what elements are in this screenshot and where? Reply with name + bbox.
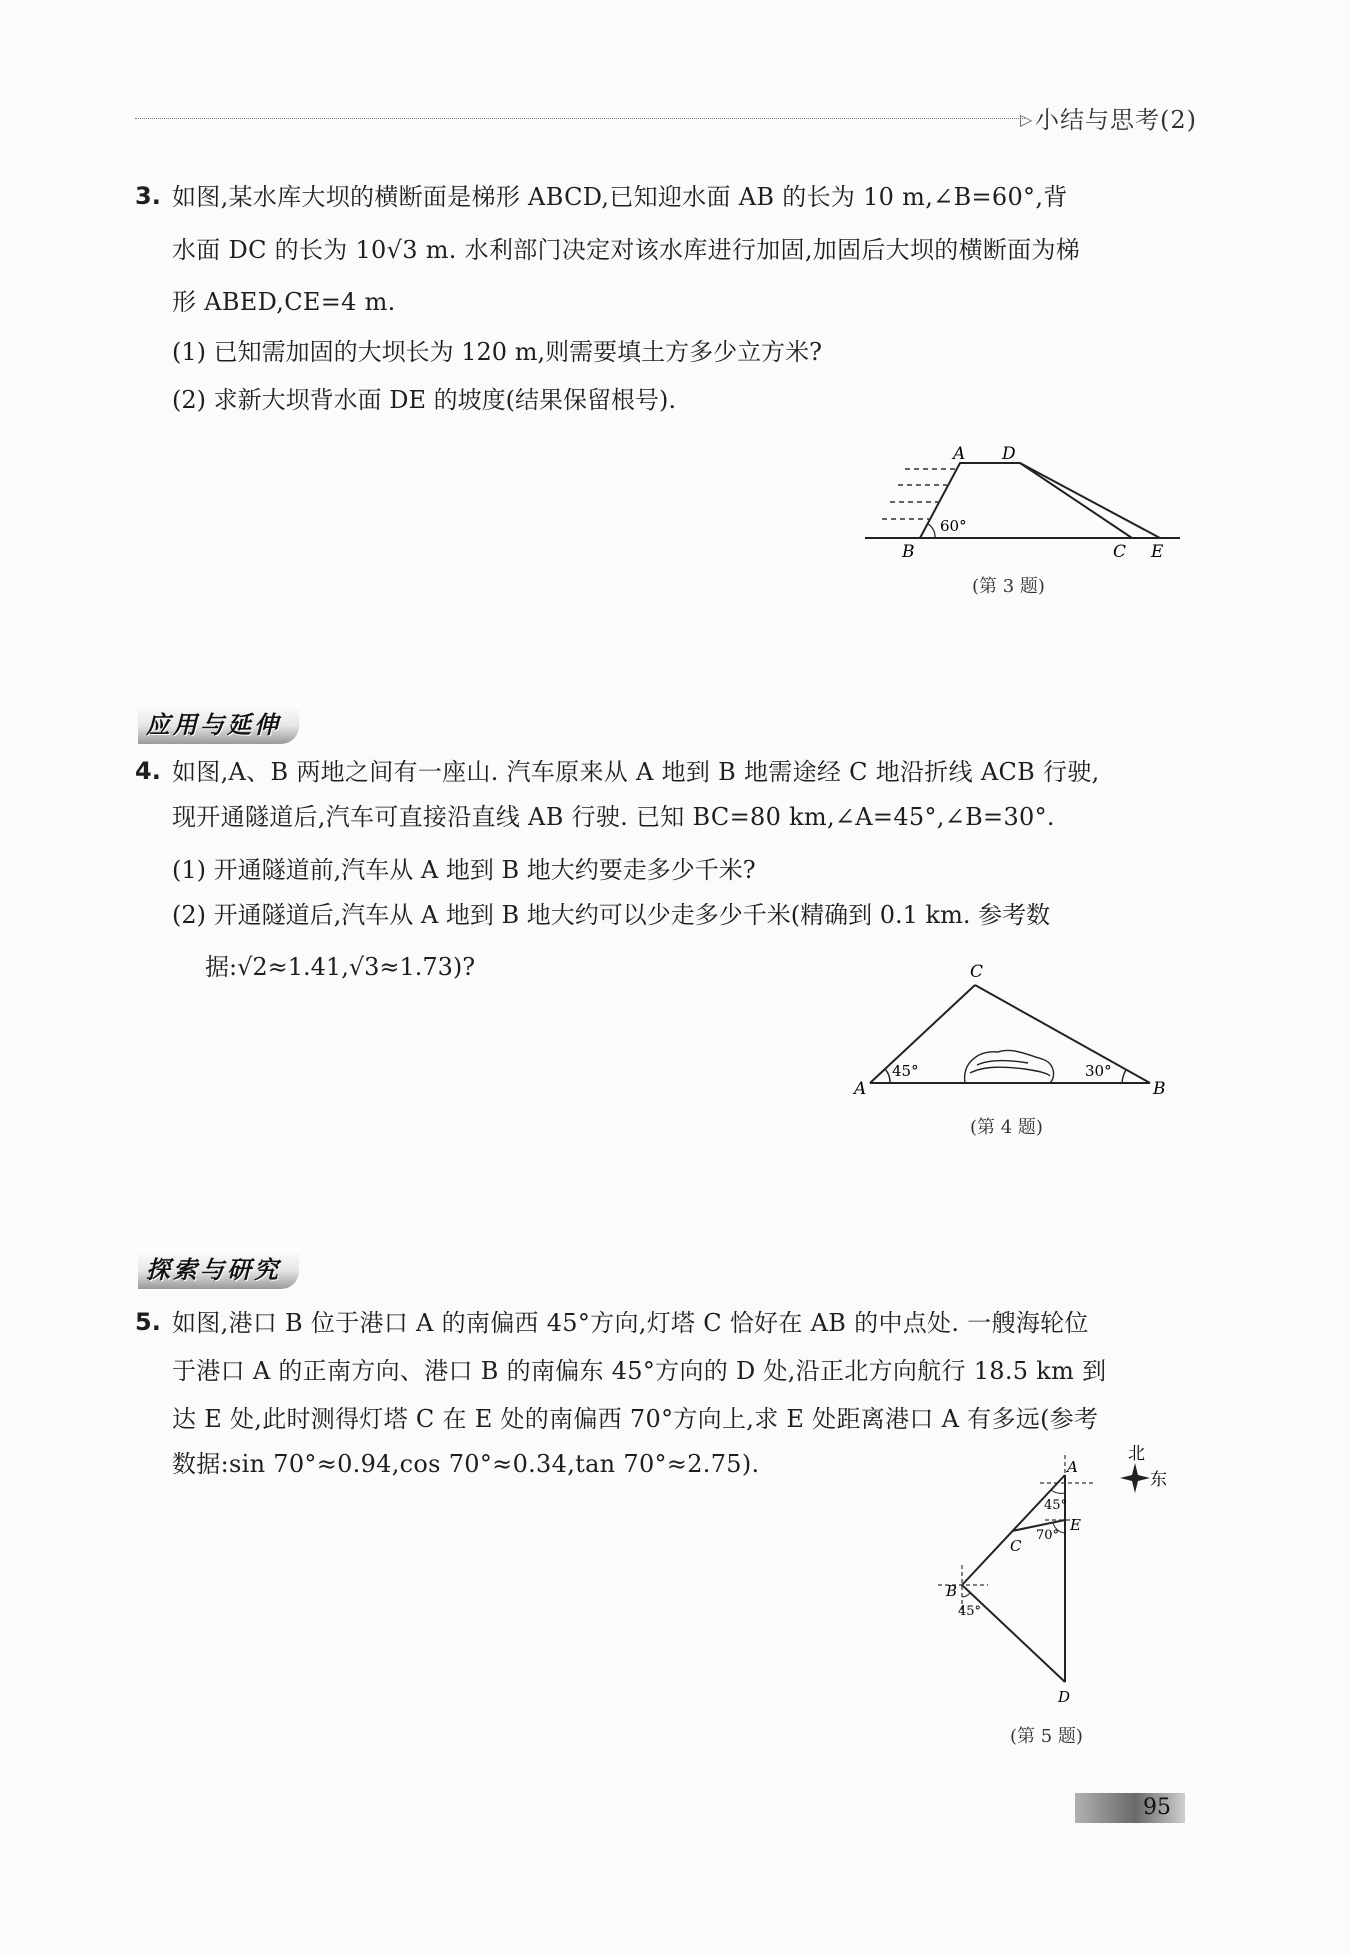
- problem-3-number: 3.: [135, 182, 161, 210]
- fig5-label-a: A: [1067, 1458, 1078, 1476]
- compass-icon: [1120, 1463, 1150, 1493]
- header-arrow-icon: ▷: [1020, 110, 1033, 129]
- fig4-label-a: A: [854, 1079, 867, 1099]
- fig4-label-c: C: [970, 962, 984, 982]
- problem-5-line-3: 达 E 处,此时测得灯塔 C 在 E 处的南偏西 70°方向上,求 E 处距离港口 A 有多远(参考: [172, 1405, 1099, 1433]
- section-heading-explore: 探索与研究: [138, 1248, 299, 1289]
- problem-3-line-3: 形 ABED,CE=4 m.: [172, 288, 396, 316]
- problem-5-line-2: 于港口 A 的正南方向、港口 B 的南偏东 45°方向的 D 处,沿正北方向航行 18.5 km 到: [172, 1357, 1107, 1385]
- figure-5-caption: (第 5 题): [1010, 1726, 1083, 1747]
- fig4-angle-b: 30°: [1085, 1062, 1112, 1080]
- compass-north-label: 北: [1128, 1445, 1145, 1464]
- fig4-label-b: B: [1153, 1079, 1166, 1099]
- fig5-label-c: C: [1010, 1537, 1022, 1555]
- problem-3-sub-2: (2) 求新大坝背水面 DE 的坡度(结果保留根号).: [172, 386, 676, 414]
- figure-5-navigation: [920, 1445, 1180, 1710]
- fig3-label-b: B: [902, 542, 915, 562]
- problem-5-number: 5.: [135, 1308, 161, 1336]
- fig5-label-b: B: [946, 1582, 958, 1600]
- fig4-angle-a: 45°: [892, 1062, 919, 1080]
- problem-4-number: 4.: [135, 757, 161, 785]
- fig5-angle-45-bottom: 45°: [958, 1604, 982, 1619]
- section-heading-apply: 应用与延伸: [138, 703, 299, 744]
- problem-3-sub-1: (1) 已知需加固的大坝长为 120 m,则需要填土方多少立方米?: [172, 338, 822, 366]
- header-rule: [135, 118, 1025, 119]
- compass-east-label: 东: [1150, 1470, 1167, 1490]
- fig5-label-d: D: [1058, 1688, 1071, 1706]
- problem-5-line-1: 如图,港口 B 位于港口 A 的南偏西 45°方向,灯塔 C 恰好在 AB 的中点处. 一艘海轮位: [172, 1309, 1089, 1337]
- problem-4-line-1: 如图,A、B 两地之间有一座山. 汽车原来从 A 地到 B 地需途经 C 地沿折线 ACB 行驶,: [172, 758, 1100, 786]
- problem-5-line-4: 数据:sin 70°≈0.94,cos 70°≈0.34,tan 70°≈2.75).: [172, 1450, 760, 1478]
- figure-3-caption: (第 3 题): [972, 576, 1045, 597]
- figure-4-mountain: [850, 955, 1180, 1105]
- problem-4-sub-2-cont: 据:√2≈1.41,√3≈1.73)?: [205, 953, 476, 981]
- problem-3-line-2: 水面 DC 的长为 10√3 m. 水利部门决定对该水库进行加固,加固后大坝的横断面为梯: [172, 236, 1081, 264]
- problem-4-line-2: 现开通隧道后,汽车可直接沿直线 AB 行驶. 已知 BC=80 km,∠A=45°,∠B=30°.: [172, 803, 1055, 831]
- figure-4-caption: (第 4 题): [970, 1117, 1043, 1138]
- page-number: 95: [1143, 1795, 1171, 1820]
- problem-3-line-1: 如图,某水库大坝的横断面是梯形 ABCD,已知迎水面 AB 的长为 10 m,∠B=60°,背: [172, 183, 1068, 211]
- fig5-angle-70: 70°: [1036, 1528, 1060, 1543]
- fig3-angle-60: 60°: [940, 517, 967, 535]
- fig5-angle-45-top: 45°: [1044, 1498, 1068, 1513]
- problem-4-sub-1: (1) 开通隧道前,汽车从 A 地到 B 地大约要走多少千米?: [172, 856, 756, 884]
- fig3-label-d: D: [1002, 444, 1016, 464]
- fig5-label-e: E: [1070, 1516, 1081, 1534]
- header-title: 小结与思考(2): [1035, 106, 1197, 134]
- fig3-label-c: C: [1113, 542, 1127, 562]
- fig3-label-a: A: [953, 444, 966, 464]
- problem-4-sub-2: (2) 开通隧道后,汽车从 A 地到 B 地大约可以少走多少千米(精确到 0.1 km. 参考数: [172, 901, 1051, 929]
- fig3-label-e: E: [1151, 542, 1164, 562]
